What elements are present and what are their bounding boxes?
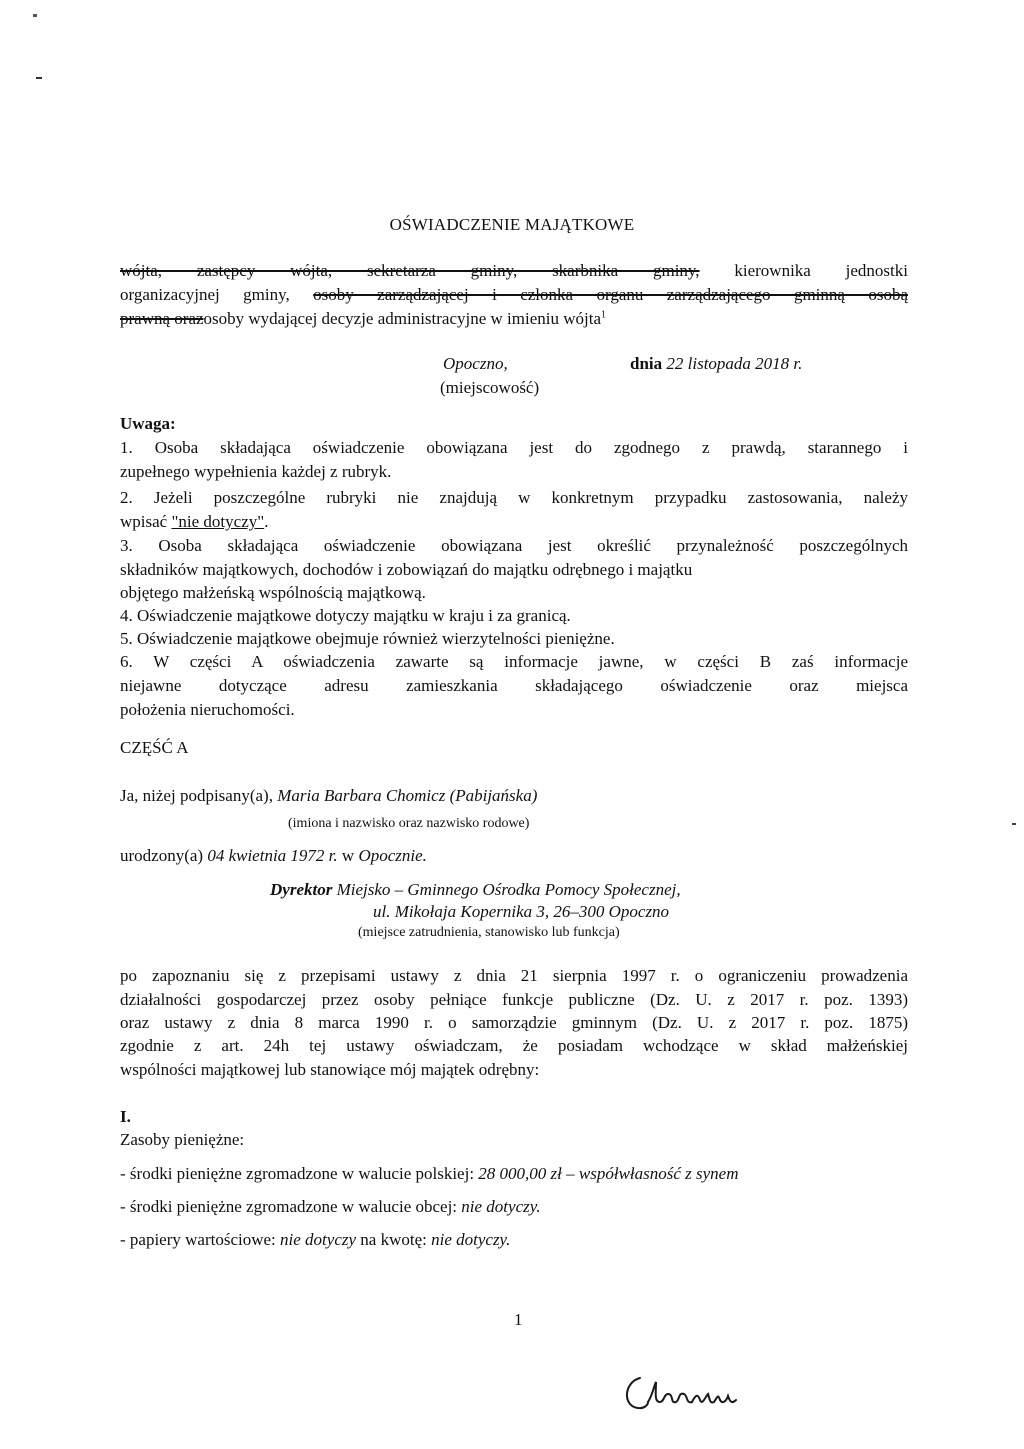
note-6b: niejawne dotyczące adresu zamieszkania składającego oświadczenie oraz miejsca — [120, 676, 908, 695]
job-line — [270, 879, 681, 901]
cash-pln-label: - środki pieniężne zgromadzone w walucie polskiej: — [120, 1164, 475, 1183]
note-3b: składników majątkowych, dochodów i zobowiązań do majątku odrębnego i majątku — [120, 560, 693, 579]
header-line-1 — [120, 260, 908, 282]
note-2b-post: . — [264, 512, 269, 531]
cash-pln-value: 28 000,00 zł – współwłasność z synem — [478, 1164, 739, 1183]
signer-label: Ja, niżej podpisany(a), — [120, 786, 273, 805]
cash-foreign-value: nie dotyczy. — [461, 1197, 541, 1216]
date-label: dnia — [630, 354, 663, 373]
struck-positions-3: prawną oraz — [120, 309, 204, 328]
struck-positions-1: wójta, zastępcy wójta, sekretarza gminy, skarbnika gminy, — [120, 261, 700, 280]
securities-label: - papiery wartościowe: — [120, 1230, 276, 1249]
statement-line-3: oraz ustawy z dnia 8 marca 1990 r. o samorządzie gminnym (Dz. U. z 2017 r. poz. 1875) — [120, 1013, 908, 1032]
footnote-mark: 1 — [601, 309, 607, 321]
born-in: w — [341, 846, 355, 865]
securities-amount-value: nie dotyczy. — [431, 1230, 511, 1249]
note-2b-underlined: "nie dotyczy" — [171, 512, 265, 531]
header-line-3-rest: osoby wydającej decyzje administracyjne w imieniu wójta — [203, 309, 602, 328]
securities-amount-label: na kwotę: — [360, 1230, 427, 1249]
page-number: 1 — [514, 1310, 523, 1329]
born-label: urodzony(a) — [120, 846, 204, 865]
note-5: 5. Oświadczenie majątkowe obejmuje również wierzytelności pieniężne. — [120, 629, 615, 648]
statement-line-5: wspólności majątkowej lub stanowiące mój majątek odrębny: — [120, 1060, 540, 1079]
scan-mark — [36, 77, 42, 79]
cash-foreign-label: - środki pieniężne zgromadzone w walucie obcej: — [120, 1197, 458, 1216]
note-4: 4. Oświadczenie majątkowe dotyczy majątku w kraju i za granicą. — [120, 606, 571, 625]
scan-mark — [33, 14, 37, 17]
cash-pln-row — [120, 1163, 739, 1185]
note-2b-pre: wpisać — [120, 512, 168, 531]
struck-positions-2: osoby zarządzającej i członka organu zarządzającego gminną osobą — [313, 285, 909, 304]
born-date: 04 kwietnia 1972 r. — [207, 846, 338, 865]
job-caption: (miejsce zatrudnienia, stanowisko lub funkcja) — [358, 925, 620, 940]
note-3a: 3. Osoba składająca oświadczenie obowiązana jest określić przynależność poszczególnych — [120, 536, 908, 555]
section-i-numeral: I. — [120, 1107, 131, 1126]
date-value: 22 listopada 2018 r. — [666, 354, 803, 373]
signer-caption: (imiona i nazwisko oraz nazwisko rodowe) — [288, 816, 530, 831]
note-1a: 1. Osoba składająca oświadczenie obowiązana jest do zgodnego z prawdą, starannego i — [120, 438, 908, 457]
note-6c: położenia nieruchomości. — [120, 700, 295, 719]
header-line-2 — [120, 284, 908, 306]
place-value: Opoczno, — [443, 354, 508, 373]
header-line-1-rest: kierownika jednostki — [734, 261, 908, 280]
header-line-3 — [120, 308, 908, 330]
signer-line — [120, 785, 537, 807]
document-title: OŚWIADCZENIE MAJĄTKOWE — [389, 215, 635, 234]
born-place: Opocznie. — [358, 846, 427, 865]
job-address: ul. Mikołaja Kopernika 3, 26–300 Opoczno — [373, 902, 670, 921]
date-field — [630, 353, 802, 375]
section-i-heading: Zasoby pieniężne: — [120, 1130, 245, 1149]
scan-mark — [1012, 823, 1016, 825]
statement-line-4: zgodnie z art. 24h tej ustawy oświadczam, że posiadam wchodzące w skład małżeńskiej — [120, 1036, 908, 1055]
signature — [618, 1372, 748, 1414]
statement-line-2: działalności gospodarczej przez osoby pełniące funkcje publiczne (Dz. U. z 2017 r. poz. 1393) — [120, 990, 908, 1009]
header-line-2-pre: organizacyjnej gminy, — [120, 285, 290, 304]
born-line — [120, 845, 427, 867]
note-6a: 6. W części A oświadczenia zawarte są informacje jawne, w części B zaś informacje — [120, 652, 908, 671]
part-a-heading: CZĘŚĆ A — [120, 738, 189, 757]
securities-value: nie dotyczy — [280, 1230, 357, 1249]
note-3c: objętego małżeńską wspólnością majątkową. — [120, 583, 426, 602]
note-2a: 2. Jeżeli poszczególne rubryki nie znajdują w konkretnym przypadku zastosowania, należy — [120, 488, 908, 507]
cash-foreign-row — [120, 1196, 541, 1218]
notes-heading: Uwaga: — [120, 414, 176, 433]
statement-line-1: po zapoznaniu się z przepisami ustawy z dnia 21 sierpnia 1997 r. o ograniczeniu prowadzenia — [120, 966, 908, 985]
note-1b: zupełnego wypełnienia każdej z rubryk. — [120, 462, 392, 481]
job-org: Miejsko – Gminnego Ośrodka Pomocy Społecznej, — [336, 880, 681, 899]
job-title: Dyrektor — [270, 880, 333, 899]
note-2b — [120, 511, 908, 533]
signer-name: Maria Barbara Chomicz (Pabijańska) — [277, 786, 538, 805]
securities-row — [120, 1229, 510, 1251]
place-caption: (miejscowość) — [440, 378, 540, 397]
